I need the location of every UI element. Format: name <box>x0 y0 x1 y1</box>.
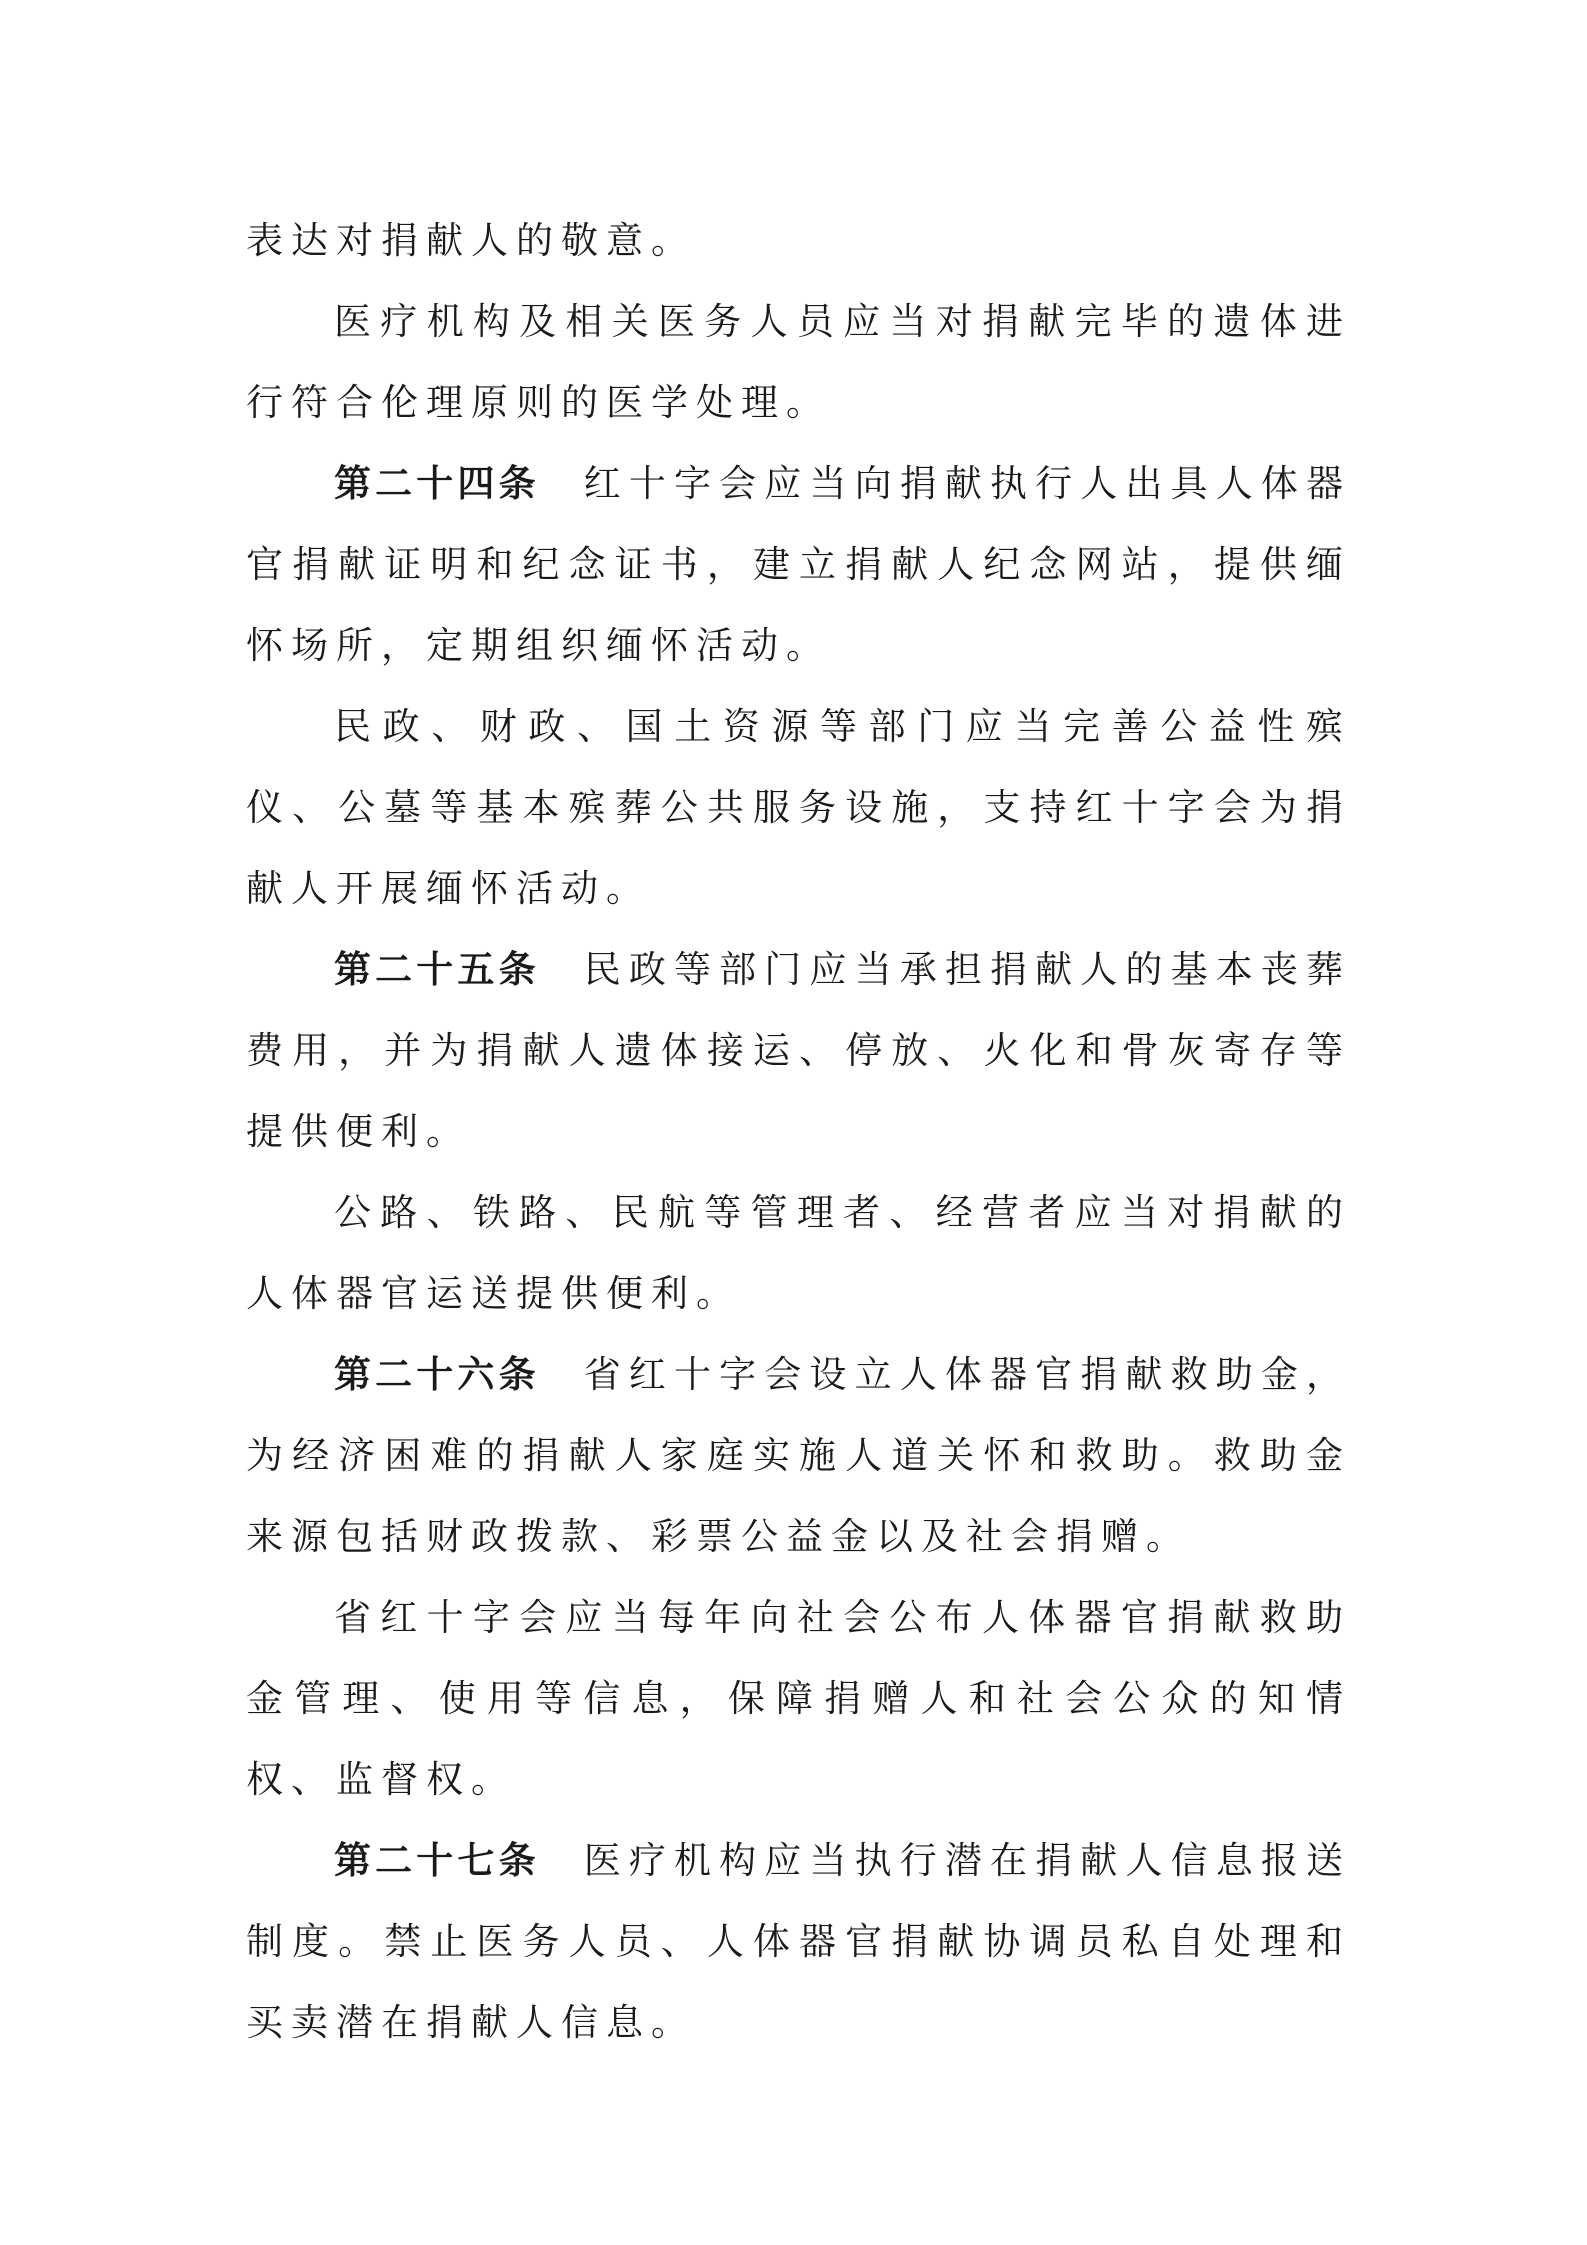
paragraph-1 <box>246 200 1351 281</box>
paragraph-text: 医疗机构及相关医务人员应当对捐献完毕的遗体进行符合伦理原则的医学处理。 <box>246 300 1351 424</box>
paragraph-text: 医疗机构应当执行潜在捐献人信息报送制度。禁止医务人员、人体器官捐献协调员私自处理和买卖潜在捐献人信息。 <box>246 1839 1352 2044</box>
article-number: 第二十六条 <box>334 1353 540 1396</box>
article-26 <box>246 1334 1351 1577</box>
article-number: 第二十七条 <box>334 1839 540 1882</box>
paragraph-text: 公路、铁路、民航等管理者、经营者应当对捐献的人体器官运送提供便利。 <box>246 1191 1351 1315</box>
article-24 <box>246 443 1351 686</box>
paragraph-text: 民政等部门应当承担捐献人的基本丧葬费用，并为捐献人遗体接运、停放、火化和骨灰寄存等提供便利。 <box>246 948 1352 1153</box>
paragraph-text: 省红十字会应当每年向社会公布人体器官捐献救助金管理、使用等信息，保障捐赠人和社会公众的知情权、监督权。 <box>246 1596 1351 1801</box>
article-25 <box>246 929 1351 1172</box>
paragraph-text: 表达对捐献人的敬意。 <box>246 219 696 262</box>
paragraph-6 <box>246 1172 1351 1334</box>
paragraph-2 <box>246 281 1351 443</box>
article-27 <box>246 1820 1351 2063</box>
document-body <box>246 200 1351 2063</box>
article-number: 第二十四条 <box>334 462 540 505</box>
paragraph-text: 民政、财政、国土资源等部门应当完善公益性殡仪、公墓等基本殡葬公共服务设施，支持红十字会为捐献人开展缅怀活动。 <box>246 705 1351 910</box>
article-number: 第二十五条 <box>334 948 540 991</box>
paragraph-text: 省红十字会设立人体器官捐献救助金，为经济困难的捐献人家庭实施人道关怀和救助。救助金来源包括财政拨款、彩票公益金以及社会捐赠。 <box>246 1353 1352 1558</box>
paragraph-4 <box>246 686 1351 929</box>
paragraph-8 <box>246 1577 1351 1820</box>
paragraph-text: 红十字会应当向捐献执行人出具人体器官捐献证明和纪念证书，建立捐献人纪念网站，提供缅怀场所，定期组织缅怀活动。 <box>246 462 1352 667</box>
